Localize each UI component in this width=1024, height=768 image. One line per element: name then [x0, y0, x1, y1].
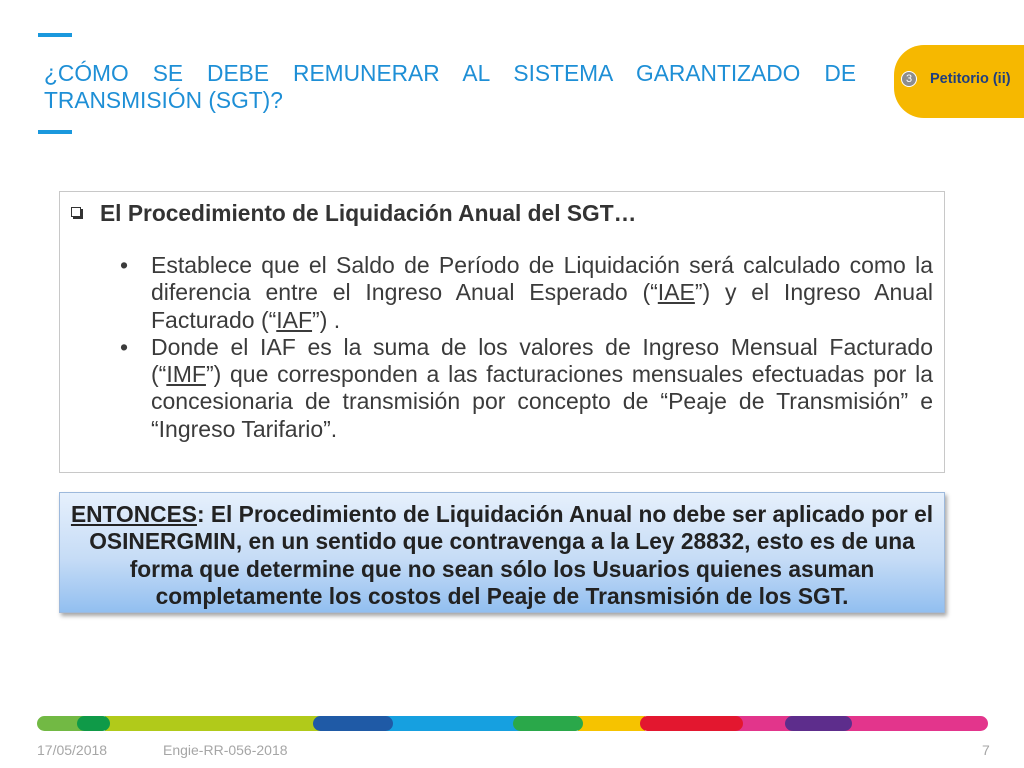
- bullet-item-iaf: [151, 334, 933, 443]
- bullet-item-saldo: [151, 252, 933, 334]
- brand-bar-segment-pink: [735, 716, 792, 731]
- footer-document-id: Engie-RR-056-2018: [163, 742, 288, 758]
- section-tab: [894, 45, 1024, 118]
- conclusion-text: : El Procedimiento de Liquidación Anual no debe ser aplicado por el OSINERGMIN, en un sentido que contravenga a la Ley 28832, esto es de una forma que determine que no sean sólo los Usuarios quienes asuman completamente los costos del Peaje de Transmisión de los SGT.: [89, 501, 934, 609]
- title-accent-bar-bottom: [38, 130, 72, 134]
- content-heading: El Procedimiento de Liquidación Anual del SGT…: [100, 200, 637, 226]
- slide-title: ¿CÓMO SE DEBE REMUNERAR AL SISTEMA GARANTIZADO DE TRANSMISIÓN (SGT)?: [44, 60, 856, 113]
- conclusion-box: [59, 492, 945, 613]
- bullet-text: ”) .: [312, 306, 341, 333]
- brand-bar-segment-lime: [105, 716, 322, 731]
- content-box: [59, 191, 945, 473]
- footer-date: 17/05/2018: [37, 742, 108, 758]
- bullet-text: ”) y el Ingreso Anual Facturado (“: [151, 279, 933, 333]
- brand-bar-segment-yellow: [578, 716, 645, 731]
- acronym-iae: IAE: [657, 279, 695, 306]
- brand-color-bar: [37, 716, 988, 731]
- section-number-badge: 3: [901, 71, 917, 87]
- section-tab-label: Petitorio (ii): [930, 71, 1011, 87]
- checkbox-square-icon: [71, 207, 81, 217]
- acronym-iaf: IAF: [276, 306, 313, 333]
- bullet-list: [151, 252, 933, 443]
- brand-bar-pill-dark-blue: [313, 716, 393, 731]
- brand-bar-segment-pink-end: [845, 716, 988, 731]
- conclusion-label: ENTONCES: [70, 501, 197, 527]
- brand-bar-pill-red: [640, 716, 743, 731]
- brand-bar-segment-cyan: [385, 716, 522, 731]
- brand-bar-pill-purple: [785, 716, 852, 731]
- brand-bar-pill-dark-green: [77, 716, 110, 731]
- acronym-imf: IMF: [166, 361, 206, 388]
- title-accent-bar-top: [38, 33, 72, 37]
- bullet-text: Establece que el Saldo de Período de Liquidación será calculado como la diferencia entre el Ingreso Anual Esperado (“: [151, 252, 933, 306]
- footer-page-number: 7: [982, 742, 990, 758]
- brand-bar-pill-green: [513, 716, 583, 731]
- bullet-text: Donde el IAF es la suma de los valores de Ingreso Mensual Facturado (“: [151, 333, 933, 388]
- bullet-text: ”) que corresponden a las facturaciones mensuales efectuadas por la concesionaria de transmisión por concepto de “Peaje de Transmisión” e “Ingreso Tarifario”.: [151, 361, 933, 442]
